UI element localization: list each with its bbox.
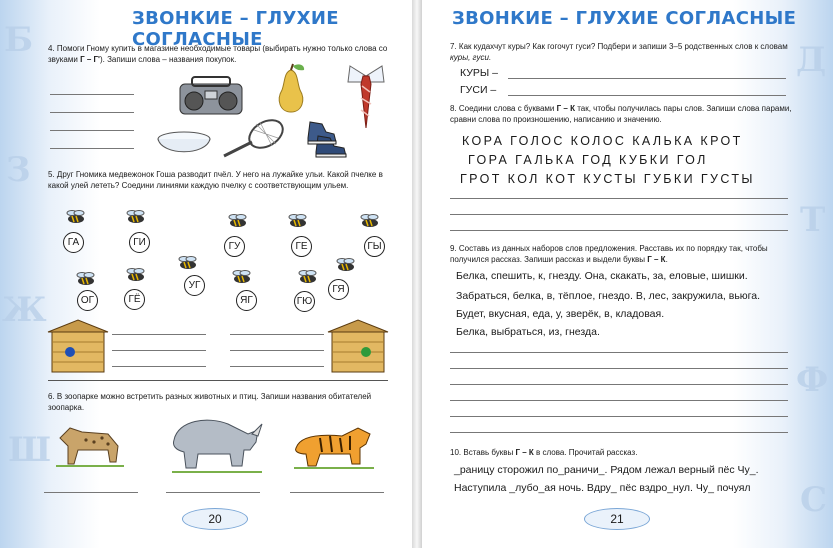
task-text: Как кудахчут куры? Как гогочут гуси? Подбери и запиши 3–5 родственных слов к словам xyxy=(458,42,788,51)
answer-line[interactable] xyxy=(230,366,324,367)
bee-icon xyxy=(334,258,358,272)
task-number: 9. xyxy=(450,244,457,253)
bee-syllable[interactable]: ОГ xyxy=(77,290,98,311)
bee-icon xyxy=(124,268,148,282)
task-text: Помоги Гному купить в магазине необходимые товары (выбирать нужно только слова со звуками xyxy=(48,44,388,64)
bee-syllable[interactable]: ГУ xyxy=(224,236,245,257)
bowl-image xyxy=(156,130,212,160)
task-bold: Г – К xyxy=(647,254,666,264)
bee-syllable[interactable]: ГЫ xyxy=(364,236,385,257)
bee-syllable[interactable]: ЯГ xyxy=(236,290,257,311)
page-left xyxy=(0,0,414,548)
bee-icon xyxy=(124,210,148,224)
bee-icon xyxy=(64,210,88,224)
task-10-text xyxy=(450,448,802,459)
bee-icon xyxy=(286,214,310,228)
answer-line[interactable] xyxy=(450,368,788,369)
bee-icon xyxy=(176,256,200,270)
answer-line[interactable] xyxy=(50,94,134,95)
page-heading: ЗВОНКИЕ – ГЛУХИЕ СОГЛАСНЫЕ xyxy=(132,8,339,50)
decor-letter: З xyxy=(6,150,31,190)
answer-line[interactable] xyxy=(50,130,134,131)
answer-line[interactable] xyxy=(112,334,206,335)
sentence-words: Белка, спешить, к, гнезду. Она, скакать, за, еловые, шишки. xyxy=(456,270,748,282)
page-heading: ЗВОНКИЕ – ГЛУХИЕ СОГЛАСНЫЕ xyxy=(452,8,797,29)
divider xyxy=(48,380,388,381)
rhinoceros-image xyxy=(168,410,264,476)
page-number: 21 xyxy=(584,508,650,530)
answer-line[interactable] xyxy=(230,350,324,351)
answer-line[interactable] xyxy=(450,432,788,433)
sentence-words: Забраться, белка, в, тёплое, гнездо. В, лес, закружила, вьюга. xyxy=(456,290,761,302)
decor-letter: Т xyxy=(800,200,826,240)
bee-syllable[interactable]: ГИ xyxy=(129,232,150,253)
sentence-words: Белка, выбраться, из, гнезда. xyxy=(456,326,600,338)
task-number: 8. xyxy=(450,104,457,113)
task-text: Друг Гномика медвежонок Гоша разводит пчёл. У него на лужайке ульи. Какой пчелке в какой улей лететь? Соедини линиями каждую пчелку с соответствующим ульем. xyxy=(48,170,383,190)
answer-line[interactable] xyxy=(50,148,134,149)
bee-icon xyxy=(358,214,382,228)
sneakers-image xyxy=(304,116,348,160)
tennis-racket-image xyxy=(220,118,286,160)
boombox-image xyxy=(176,74,246,118)
task-7-text xyxy=(450,42,810,63)
page-right xyxy=(420,0,833,548)
word-row: КОРА ГОЛОС КОЛОС КАЛЬКА КРОТ xyxy=(462,134,743,148)
decor-letter: Д xyxy=(796,40,827,80)
answer-line[interactable] xyxy=(112,350,206,351)
answer-line[interactable] xyxy=(290,492,384,493)
answer-line[interactable] xyxy=(166,492,260,493)
bee-syllable[interactable]: ГЮ xyxy=(294,291,315,312)
tiger-image xyxy=(290,414,376,472)
task-8-text xyxy=(450,104,810,125)
answer-line[interactable] xyxy=(450,384,788,385)
task-bold: Г – Г' xyxy=(80,54,100,64)
label-kury: КУРЫ – xyxy=(460,67,498,79)
bee-syllable[interactable]: ГЕ xyxy=(291,236,312,257)
story-line: _раницу сторожил по_раничи_. Рядом лежал верный пёс Чу_. xyxy=(454,464,759,476)
decor-letter: Б xyxy=(4,20,34,60)
bee-icon xyxy=(226,214,250,228)
task-text-end: ). Запиши слова – названия покупок. xyxy=(99,54,237,64)
answer-line[interactable] xyxy=(508,95,786,96)
answer-line[interactable] xyxy=(508,78,786,79)
answer-line[interactable] xyxy=(230,334,324,335)
answer-line[interactable] xyxy=(450,416,788,417)
word-row: ГРОТ КОЛ КОТ КУСТЫ ГУБКИ ГУСТЫ xyxy=(460,172,755,186)
bee-syllable[interactable]: ГЯ xyxy=(328,279,349,300)
shirt-tie-image xyxy=(346,62,386,138)
answer-line[interactable] xyxy=(450,230,788,231)
pear-image xyxy=(272,62,310,114)
task-text-end: в слова. Прочитай рассказ. xyxy=(536,448,638,457)
hyena-image xyxy=(52,416,126,468)
answer-line[interactable] xyxy=(450,352,788,353)
bee-icon xyxy=(230,270,254,284)
decor-letter: С xyxy=(800,480,828,520)
word-row: ГОРА ГАЛЬКА ГОД КУБКИ ГОЛ xyxy=(468,153,708,167)
decor-letter: Ф xyxy=(796,360,829,400)
bee-syllable[interactable]: ГА xyxy=(63,232,84,253)
answer-line[interactable] xyxy=(44,492,138,493)
answer-line[interactable] xyxy=(450,214,788,215)
decor-letter: Ш xyxy=(8,430,52,470)
task-number: 10. xyxy=(450,448,462,457)
bee-icon xyxy=(74,272,98,286)
task-bold: Г – К xyxy=(556,104,575,113)
task-number: 6. xyxy=(48,392,55,401)
task-text: В зоопарке можно встретить разных животных и птиц. Запиши названия обитателей зоопарка. xyxy=(48,392,372,412)
task-text: Составь из данных наборов слов предложения. Расставь их по порядку так, чтобы получился рассказ. Запиши рассказ и выдели буквы xyxy=(450,244,768,264)
answer-line[interactable] xyxy=(450,400,788,401)
answer-line[interactable] xyxy=(112,366,206,367)
task-text: Соедини слова с буквами xyxy=(458,104,555,113)
bee-syllable[interactable]: ГЁ xyxy=(124,289,145,310)
bee-syllable[interactable]: УГ xyxy=(184,275,205,296)
task-number: 5. xyxy=(48,170,55,179)
label-gusi: ГУСИ – xyxy=(460,84,497,96)
answer-line[interactable] xyxy=(50,112,134,113)
decor-letter: Ж xyxy=(2,290,47,330)
sentence-words: Будет, вкусная, еда, у, зверёк, в, кладовая. xyxy=(456,308,665,320)
task-9-text xyxy=(450,244,802,265)
task-italic: куры, гуси. xyxy=(450,52,492,62)
task-number: 4. xyxy=(48,44,55,53)
task-text: Вставь буквы xyxy=(463,448,514,457)
task-text-end: так, чтобы получилась пары слов. Запиши слова парами, сравни слова по произношению, написанию и значению. xyxy=(450,104,792,124)
answer-line[interactable] xyxy=(450,198,788,199)
task-5-text xyxy=(48,170,400,191)
beehive-green-image xyxy=(326,318,390,374)
task-bold: Г – К xyxy=(515,448,534,457)
task-text-end: . xyxy=(665,254,668,264)
story-line: Наступила _лубо_ая ночь. Вдру_ пёс вздро_нул. Чу_ почуял xyxy=(454,482,751,494)
beehive-blue-image xyxy=(46,318,110,374)
bee-icon xyxy=(296,270,320,284)
task-number: 7. xyxy=(450,42,457,51)
page-number: 20 xyxy=(182,508,248,530)
